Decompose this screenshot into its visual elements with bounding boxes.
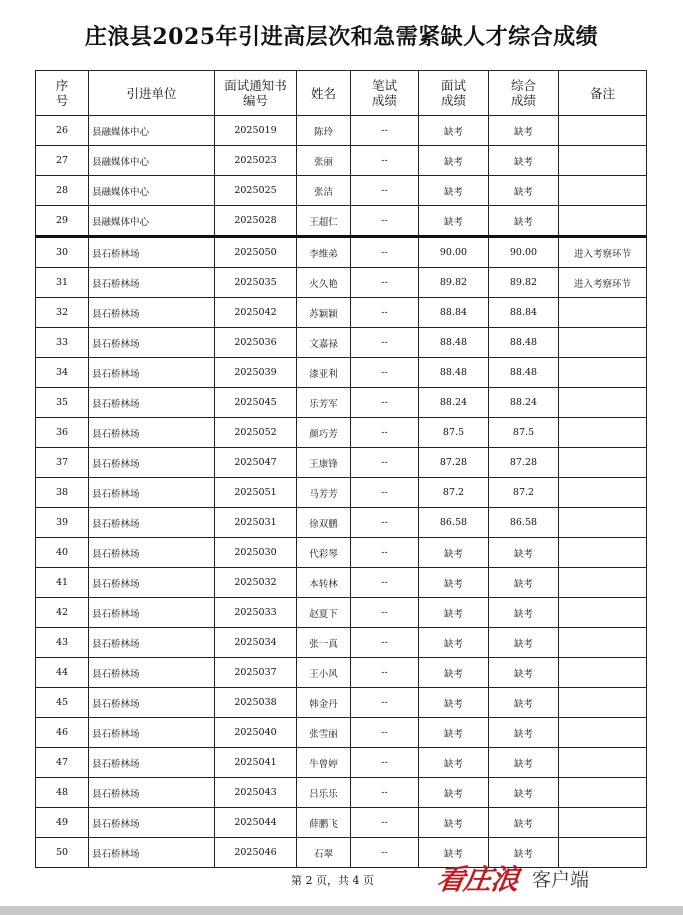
cell-name: 苏颖颖 <box>297 298 351 328</box>
cell-written: -- <box>351 628 419 658</box>
cell-total: 缺考 <box>489 146 559 176</box>
cell-notice: 2025040 <box>215 718 297 748</box>
cell-note <box>559 116 647 146</box>
cell-written: -- <box>351 688 419 718</box>
cell-interview: 缺考 <box>419 176 489 206</box>
cell-note <box>559 388 647 418</box>
cell-written: -- <box>351 538 419 568</box>
cell-unit: 县石桥林场 <box>89 748 215 778</box>
table-row <box>36 538 647 568</box>
cell-total: 缺考 <box>489 688 559 718</box>
cell-note <box>559 568 647 598</box>
cell-note <box>559 176 647 206</box>
cell-total: 90.00 <box>489 237 559 268</box>
cell-written: -- <box>351 358 419 388</box>
cell-note <box>559 328 647 358</box>
cell-total: 88.24 <box>489 388 559 418</box>
col-header-label: 面试通知书 <box>224 78 287 93</box>
cell-total: 87.5 <box>489 418 559 448</box>
cell-interview: 缺考 <box>419 688 489 718</box>
cell-unit: 县石桥林场 <box>89 808 215 838</box>
cell-notice: 2025041 <box>215 748 297 778</box>
cell-written: -- <box>351 718 419 748</box>
cell-note <box>559 748 647 778</box>
table-row <box>36 628 647 658</box>
cell-written: -- <box>351 478 419 508</box>
col-header-total <box>489 71 559 116</box>
cell-total: 缺考 <box>489 838 559 868</box>
cell-note <box>559 508 647 538</box>
cell-seq: 39 <box>36 508 89 538</box>
cell-unit: 县融媒体中心 <box>89 146 215 176</box>
cell-note <box>559 598 647 628</box>
cell-total: 88.48 <box>489 358 559 388</box>
cell-name: 马芳芳 <box>297 478 351 508</box>
cell-seq: 44 <box>36 658 89 688</box>
cell-total: 缺考 <box>489 628 559 658</box>
watermark <box>434 862 590 896</box>
cell-note <box>559 808 647 838</box>
cell-interview: 缺考 <box>419 718 489 748</box>
cell-written: -- <box>351 568 419 598</box>
cell-notice: 2025019 <box>215 116 297 146</box>
col-header-label: 姓名 <box>310 85 336 101</box>
cell-written: -- <box>351 838 419 868</box>
cell-seq: 41 <box>36 568 89 598</box>
table-row <box>36 358 647 388</box>
cell-unit: 县融媒体中心 <box>89 206 215 237</box>
col-header-label: 综合 <box>510 78 536 93</box>
cell-written: -- <box>351 508 419 538</box>
cell-note <box>559 448 647 478</box>
cell-notice: 2025035 <box>215 268 297 298</box>
cell-written: -- <box>351 206 419 237</box>
cell-note <box>559 778 647 808</box>
table-row <box>36 298 647 328</box>
cell-seq: 27 <box>36 146 89 176</box>
col-header-written <box>351 71 419 116</box>
cell-total: 88.48 <box>489 328 559 358</box>
cell-written: -- <box>351 237 419 268</box>
cell-note <box>559 298 647 328</box>
cell-total: 缺考 <box>489 538 559 568</box>
cell-unit: 县石桥林场 <box>89 628 215 658</box>
cell-notice: 2025050 <box>215 237 297 268</box>
cell-interview: 88.48 <box>419 358 489 388</box>
cell-written: -- <box>351 146 419 176</box>
cell-name: 李维弟 <box>297 237 351 268</box>
cell-note <box>559 358 647 388</box>
cell-written: -- <box>351 598 419 628</box>
cell-unit: 县石桥林场 <box>89 778 215 808</box>
table-row <box>36 658 647 688</box>
cell-written: -- <box>351 268 419 298</box>
cell-interview: 90.00 <box>419 237 489 268</box>
cell-total: 86.58 <box>489 508 559 538</box>
cell-total: 87.2 <box>489 478 559 508</box>
cell-seq: 48 <box>36 778 89 808</box>
table-row <box>36 146 647 176</box>
table-row <box>36 328 647 358</box>
cell-notice: 2025028 <box>215 206 297 237</box>
cell-note <box>559 418 647 448</box>
table-row <box>36 176 647 206</box>
cell-name: 王小风 <box>297 658 351 688</box>
cell-unit: 县石桥林场 <box>89 508 215 538</box>
col-header-unit <box>89 71 215 116</box>
table-row <box>36 808 647 838</box>
cell-name: 火久艳 <box>297 268 351 298</box>
col-header-interview <box>419 71 489 116</box>
cell-notice: 2025037 <box>215 658 297 688</box>
cell-notice: 2025051 <box>215 478 297 508</box>
cell-unit: 县石桥林场 <box>89 688 215 718</box>
col-header-label: 引进单位 <box>126 85 177 101</box>
cell-notice: 2025044 <box>215 808 297 838</box>
cell-written: -- <box>351 658 419 688</box>
cell-unit: 县融媒体中心 <box>89 116 215 146</box>
cell-total: 88.84 <box>489 298 559 328</box>
cell-seq: 43 <box>36 628 89 658</box>
cell-unit: 县石桥林场 <box>89 658 215 688</box>
cell-note <box>559 718 647 748</box>
cell-total: 89.82 <box>489 268 559 298</box>
cell-interview: 缺考 <box>419 538 489 568</box>
cell-notice: 2025047 <box>215 448 297 478</box>
cell-interview: 87.2 <box>419 478 489 508</box>
cell-unit: 县融媒体中心 <box>89 176 215 206</box>
cell-interview: 缺考 <box>419 598 489 628</box>
cell-interview: 缺考 <box>419 838 489 868</box>
col-header-label: 备注 <box>589 85 615 101</box>
table-row <box>36 237 647 268</box>
table-row <box>36 448 647 478</box>
col-header-label: 序 <box>55 78 69 93</box>
col-header-seq <box>36 71 89 116</box>
cell-seq: 34 <box>36 358 89 388</box>
cell-notice: 2025052 <box>215 418 297 448</box>
cell-name: 本转林 <box>297 568 351 598</box>
cell-seq: 47 <box>36 748 89 778</box>
table-row <box>36 778 647 808</box>
table-row <box>36 718 647 748</box>
cell-name: 张洁 <box>297 176 351 206</box>
cell-notice: 2025038 <box>215 688 297 718</box>
cell-name: 徐双鹏 <box>297 508 351 538</box>
cell-interview: 86.58 <box>419 508 489 538</box>
cell-name: 张丽 <box>297 146 351 176</box>
cell-note <box>559 206 647 237</box>
cell-interview: 缺考 <box>419 568 489 598</box>
cell-unit: 县石桥林场 <box>89 328 215 358</box>
table-row <box>36 508 647 538</box>
col-header-name <box>297 71 351 116</box>
cell-unit: 县石桥林场 <box>89 568 215 598</box>
cell-notice: 2025033 <box>215 598 297 628</box>
cell-notice: 2025042 <box>215 298 297 328</box>
table-row <box>36 478 647 508</box>
cell-interview: 88.84 <box>419 298 489 328</box>
cell-unit: 县石桥林场 <box>89 358 215 388</box>
cell-name: 韩金丹 <box>297 688 351 718</box>
cell-total: 缺考 <box>489 808 559 838</box>
cell-seq: 40 <box>36 538 89 568</box>
cell-interview: 缺考 <box>419 778 489 808</box>
cell-name: 漆亚利 <box>297 358 351 388</box>
cell-unit: 县石桥林场 <box>89 478 215 508</box>
cell-seq: 26 <box>36 116 89 146</box>
cell-seq: 36 <box>36 418 89 448</box>
cell-seq: 32 <box>36 298 89 328</box>
cell-name: 牛曾婷 <box>297 748 351 778</box>
cell-note: 进入考察环节 <box>559 237 647 268</box>
cell-name: 代彩琴 <box>297 538 351 568</box>
page-number: 第 2 页，共 4 页 <box>291 874 374 887</box>
cell-interview: 缺考 <box>419 748 489 778</box>
cell-notice: 2025031 <box>215 508 297 538</box>
cell-name: 文嘉禄 <box>297 328 351 358</box>
cell-unit: 县石桥林场 <box>89 838 215 868</box>
table-row <box>36 116 647 146</box>
cell-name: 薛鹏飞 <box>297 808 351 838</box>
cell-name: 张雪丽 <box>297 718 351 748</box>
cell-name: 颜巧芳 <box>297 418 351 448</box>
cell-unit: 县石桥林场 <box>89 718 215 748</box>
cell-total: 缺考 <box>489 718 559 748</box>
cell-total: 缺考 <box>489 658 559 688</box>
cell-written: -- <box>351 176 419 206</box>
cell-interview: 缺考 <box>419 146 489 176</box>
cell-interview: 缺考 <box>419 808 489 838</box>
cell-unit: 县石桥林场 <box>89 298 215 328</box>
cell-seq: 38 <box>36 478 89 508</box>
cell-unit: 县石桥林场 <box>89 448 215 478</box>
col-header-notice <box>215 71 297 116</box>
cell-interview: 87.5 <box>419 418 489 448</box>
cell-unit: 县石桥林场 <box>89 268 215 298</box>
cell-notice: 2025034 <box>215 628 297 658</box>
cell-name: 王康锋 <box>297 448 351 478</box>
cell-note <box>559 478 647 508</box>
cell-name: 吕乐乐 <box>297 778 351 808</box>
cell-interview: 89.82 <box>419 268 489 298</box>
cell-total: 缺考 <box>489 116 559 146</box>
cell-written: -- <box>351 388 419 418</box>
cell-unit: 县石桥林场 <box>89 388 215 418</box>
cell-total: 缺考 <box>489 778 559 808</box>
cell-seq: 29 <box>36 206 89 237</box>
cell-notice: 2025025 <box>215 176 297 206</box>
cell-written: -- <box>351 116 419 146</box>
cell-seq: 30 <box>36 237 89 268</box>
col-header-label: 成绩 <box>440 93 466 108</box>
cell-notice: 2025023 <box>215 146 297 176</box>
cell-written: -- <box>351 328 419 358</box>
cell-unit: 县石桥林场 <box>89 418 215 448</box>
col-header-note <box>559 71 647 116</box>
cell-seq: 42 <box>36 598 89 628</box>
cell-seq: 49 <box>36 808 89 838</box>
col-header-label: 成绩 <box>510 93 536 108</box>
cell-written: -- <box>351 418 419 448</box>
table-header-row <box>36 71 647 116</box>
table-row <box>36 418 647 448</box>
cell-name: 王超仁 <box>297 206 351 237</box>
cell-unit: 县石桥林场 <box>89 237 215 268</box>
cell-interview: 88.48 <box>419 328 489 358</box>
cell-interview: 缺考 <box>419 658 489 688</box>
cell-total: 缺考 <box>489 598 559 628</box>
cell-name: 乐芳军 <box>297 388 351 418</box>
cell-total: 缺考 <box>489 176 559 206</box>
cell-note <box>559 146 647 176</box>
table-row <box>36 388 647 418</box>
cell-seq: 46 <box>36 718 89 748</box>
cell-seq: 50 <box>36 838 89 868</box>
cell-notice: 2025030 <box>215 538 297 568</box>
cell-interview: 缺考 <box>419 206 489 237</box>
col-header-label: 号 <box>55 93 69 108</box>
cell-interview: 缺考 <box>419 116 489 146</box>
cell-total: 缺考 <box>489 748 559 778</box>
cell-note <box>559 538 647 568</box>
cell-notice: 2025032 <box>215 568 297 598</box>
cell-written: -- <box>351 778 419 808</box>
cell-name: 石翠 <box>297 838 351 868</box>
table-row <box>36 598 647 628</box>
cell-interview: 缺考 <box>419 628 489 658</box>
cell-interview: 87.28 <box>419 448 489 478</box>
cell-total: 87.28 <box>489 448 559 478</box>
cell-interview: 88.24 <box>419 388 489 418</box>
bottom-edge <box>0 906 683 915</box>
cell-written: -- <box>351 748 419 778</box>
cell-note <box>559 658 647 688</box>
cell-unit: 县石桥林场 <box>89 538 215 568</box>
cell-written: -- <box>351 448 419 478</box>
cell-name: 张一真 <box>297 628 351 658</box>
cell-notice: 2025036 <box>215 328 297 358</box>
document-title: 庄浪县2025年引进高层次和急需紧缺人才综合成绩 <box>84 24 599 50</box>
col-header-label: 面试 <box>440 78 466 93</box>
cell-seq: 33 <box>36 328 89 358</box>
col-header-label: 编号 <box>242 93 268 108</box>
cell-seq: 31 <box>36 268 89 298</box>
cell-notice: 2025045 <box>215 388 297 418</box>
table-row <box>36 568 647 598</box>
cell-note: 进入考察环节 <box>559 268 647 298</box>
cell-notice: 2025046 <box>215 838 297 868</box>
cell-seq: 28 <box>36 176 89 206</box>
scores-table <box>35 70 647 868</box>
cell-note <box>559 628 647 658</box>
cell-written: -- <box>351 808 419 838</box>
watermark-text: 客户端 <box>532 868 590 891</box>
table-row <box>36 748 647 778</box>
table-row <box>36 688 647 718</box>
cell-notice: 2025039 <box>215 358 297 388</box>
cell-total: 缺考 <box>489 568 559 598</box>
col-header-label: 笔试 <box>371 78 397 93</box>
watermark-logo: 看庄浪 <box>434 863 521 896</box>
cell-seq: 35 <box>36 388 89 418</box>
cell-notice: 2025043 <box>215 778 297 808</box>
cell-seq: 45 <box>36 688 89 718</box>
cell-name: 赵夏下 <box>297 598 351 628</box>
cell-name: 陈玲 <box>297 116 351 146</box>
cell-seq: 37 <box>36 448 89 478</box>
col-header-label: 成绩 <box>371 93 397 108</box>
table-row <box>36 206 647 237</box>
cell-total: 缺考 <box>489 206 559 237</box>
cell-unit: 县石桥林场 <box>89 598 215 628</box>
table-row <box>36 268 647 298</box>
cell-note <box>559 688 647 718</box>
cell-written: -- <box>351 298 419 328</box>
